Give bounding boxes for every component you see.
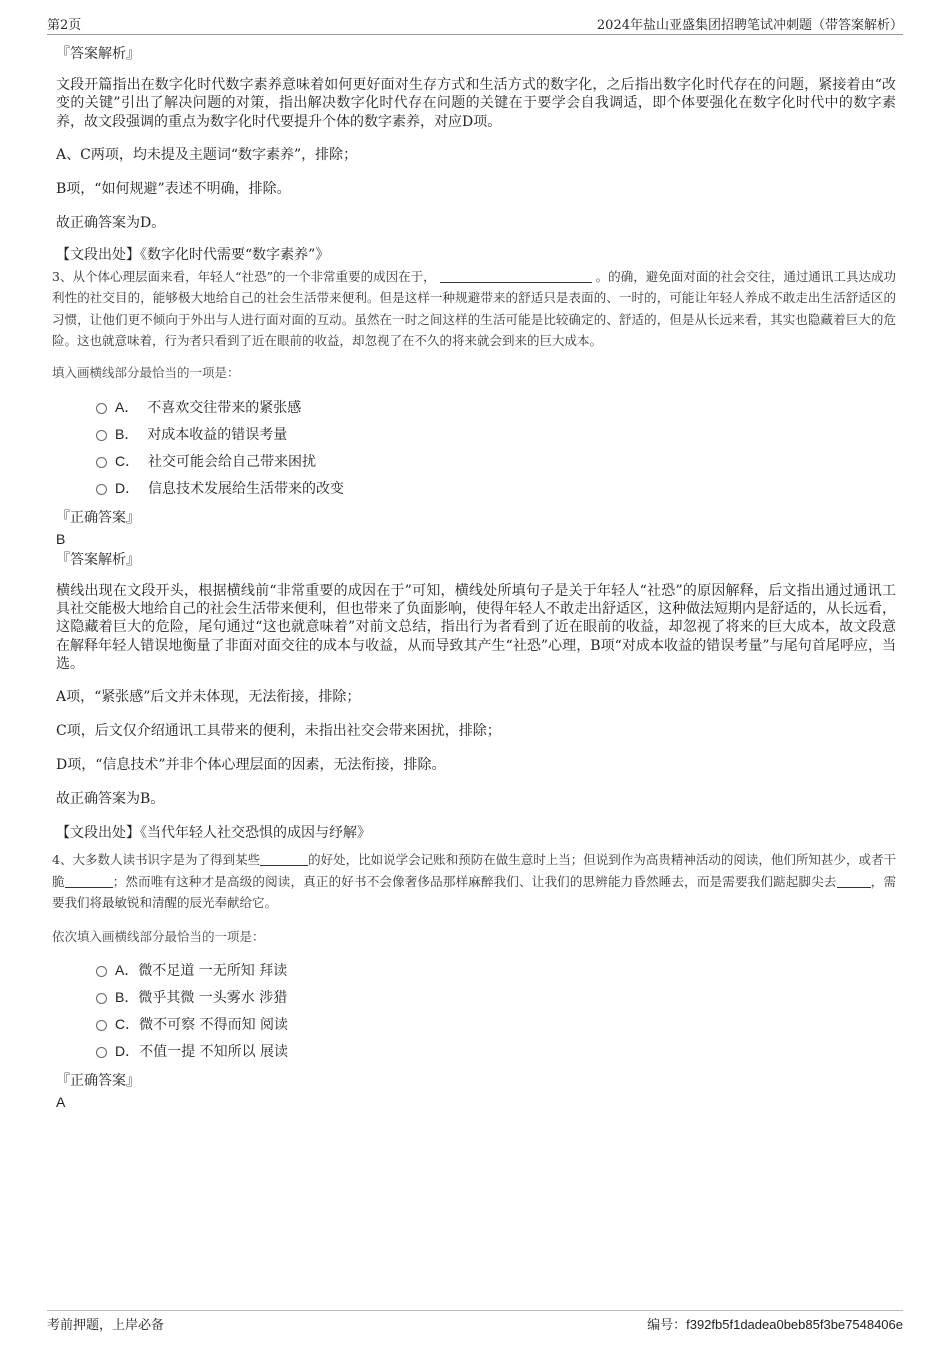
radio-icon[interactable] <box>96 993 107 1004</box>
page-footer <box>47 1310 903 1335</box>
page-content <box>52 44 896 1111</box>
document-id: 编号：f392fb5f1dadea0beb85f3be7548406e <box>647 1317 903 1332</box>
q3-analysis-label: 『答案解析』 <box>56 551 140 568</box>
page-header <box>47 12 903 35</box>
q4-blank-1 <box>260 852 308 866</box>
q3-analysis-line-3: D项，“信息技术”并非个体心理层面的因素，无法衔接，排除。 <box>56 757 446 774</box>
q3-text-before: 3、从个体心理层面来看，年轻人“社恐”的一个非常重要的成因在于， <box>52 268 436 284</box>
q3-source: 【文段出处】《当代年轻人社交恐惧的成因与纾解》 <box>56 825 371 842</box>
q4-option-a[interactable]: A．微不足道 一无所知 拜读 <box>96 957 896 984</box>
radio-icon[interactable] <box>96 1047 107 1058</box>
q4-blank-2 <box>65 874 113 888</box>
radio-icon[interactable] <box>96 457 107 468</box>
q3-analysis-line-4: 故正确答案为B。 <box>56 791 165 808</box>
radio-icon[interactable] <box>96 966 107 977</box>
radio-icon[interactable] <box>96 1020 107 1031</box>
q3-option-c[interactable]: C． 社交可能会给自己带来困扰 <box>96 448 896 475</box>
q3-options <box>96 394 896 502</box>
q3-analysis-line-1: A项，“紧张感”后文并未体现，无法衔接，排除； <box>56 689 361 706</box>
footer-slogan: 考前押题，上岸必备 <box>47 1318 165 1333</box>
page-number: 第2页 <box>47 18 82 33</box>
q4-option-d[interactable]: D．不值一提 不知所以 展读 <box>96 1038 896 1065</box>
q3-correct-answer: B <box>56 530 66 547</box>
q4-stem: 4、大多数人读书识字是为了得到某些 的好处，比如说学会记账和预防在做生意时上当；但说到作为高贵精神活动的阅读，他们所知甚少，或者干脆 ；然而唯有这种才是高级的阅读，真正的好书不会像奢侈品那样麻醉我们、让我们的思辨能力昏然睡去，而是需要我们踮起脚尖去 ，需要我们将最敏锐和清醒的辰光奉献给它。 <box>52 852 896 911</box>
q4-option-b[interactable]: B．微乎其微 一头雾水 涉猎 <box>96 984 896 1011</box>
q3-analysis-text: 横线出现在文段开头，根据横线前“非常重要的成因在于”可知，横线处所填句子是关于年轻人“社恐”的原因解释，后文指出通过通讯工具社交能极大地给自己的社会生活带来便利，但也带来了负面影响，使得年轻人不敢走出舒适区，这种做法短期内是舒适的，从长远看，这隐藏着巨大的危险，尾句通过“这也就意味着”对前文总结，指出行为者看到了近在眼前的收益，却忽视了将来的巨大成本，故文段意在解释年轻人错误地衡量了非面对面交往的成本与收益，从而导致其产生“社恐”心理，B项“对成本收益的错误考量”与尾句首尾呼应，当选。 <box>56 582 896 673</box>
q2-analysis-line-1: A、C两项，均未提及主题词“数字素养”，排除； <box>56 146 358 163</box>
q3-prompt: 填入画横线部分最恰当的一项是： <box>52 364 240 380</box>
q3-blank <box>440 269 592 283</box>
q4-correct-label: 『正确答案』 <box>56 1072 140 1089</box>
q2-analysis-line-3: 故正确答案为D。 <box>56 214 166 231</box>
q4-correct-answer: A <box>56 1093 66 1110</box>
q3-analysis-line-2: C项，后文仅介绍通讯工具带来的便利，未指出社交会带来困扰，排除； <box>56 723 501 740</box>
q4-blank-3 <box>837 874 871 888</box>
q2-analysis-text: 文段开篇指出在数字化时代数字素养意味着如何更好面对生存方式和生活方式的数字化，之后指出数字化时代存在的问题，紧接着由“改变的关键”引出了解决问题的对策，指出解决数字化时代存在问题的关键在于要学会自我调适，即个体要强化在数字化时代中的数字素养，故文段强调的重点为数字化时代要提升个体的数字素养，对应D项。 <box>56 77 896 130</box>
radio-icon[interactable] <box>96 430 107 441</box>
q2-analysis-label: 『答案解析』 <box>56 46 140 62</box>
q2-source: 【文段出处】《数字化时代需要“数字素养”》 <box>56 246 330 263</box>
q3-correct-label: 『正确答案』 <box>56 509 140 526</box>
q4-option-c[interactable]: C．微不可察 不得而知 阅读 <box>96 1011 896 1038</box>
q4-prompt: 依次填入画横线部分最恰当的一项是： <box>52 928 265 944</box>
radio-icon[interactable] <box>96 403 107 414</box>
q3-option-a[interactable]: A． 不喜欢交往带来的紧张感 <box>96 394 896 421</box>
q4-options <box>96 957 896 1065</box>
radio-icon[interactable] <box>96 484 107 495</box>
document-title: 2024年盐山亚盛集团招聘笔试冲刺题（带答案解析） <box>596 18 903 33</box>
q3-option-b[interactable]: B． 对成本收益的错误考量 <box>96 421 896 448</box>
q3-text-after: 。的确，避免面对面的社会交往，通过通讯工具达成功利性的社交目的，能够极大地给自己的社会生活带来便利。但是这样一种规避带来的舒适只是表面的、一时的，可能让年轻人养成不敢走出生活舒适区的习惯，让他们更不倾向于外出与人进行面对面的互动。虽然在一时之间这样的生活可能是比较确定的、舒适的，但是从长远来看，其实也隐藏着巨大的危险。这也就意味着，行为者只看到了近在眼前的收益，却忽视了在不久的将来就会到来的巨大成本。 <box>52 268 896 349</box>
q2-analysis-line-2: B项，“如何规避”表述不明确，排除。 <box>56 180 291 197</box>
q3-option-d[interactable]: D． 信息技术发展给生活带来的改变 <box>96 475 896 502</box>
q3-stem <box>52 266 896 352</box>
